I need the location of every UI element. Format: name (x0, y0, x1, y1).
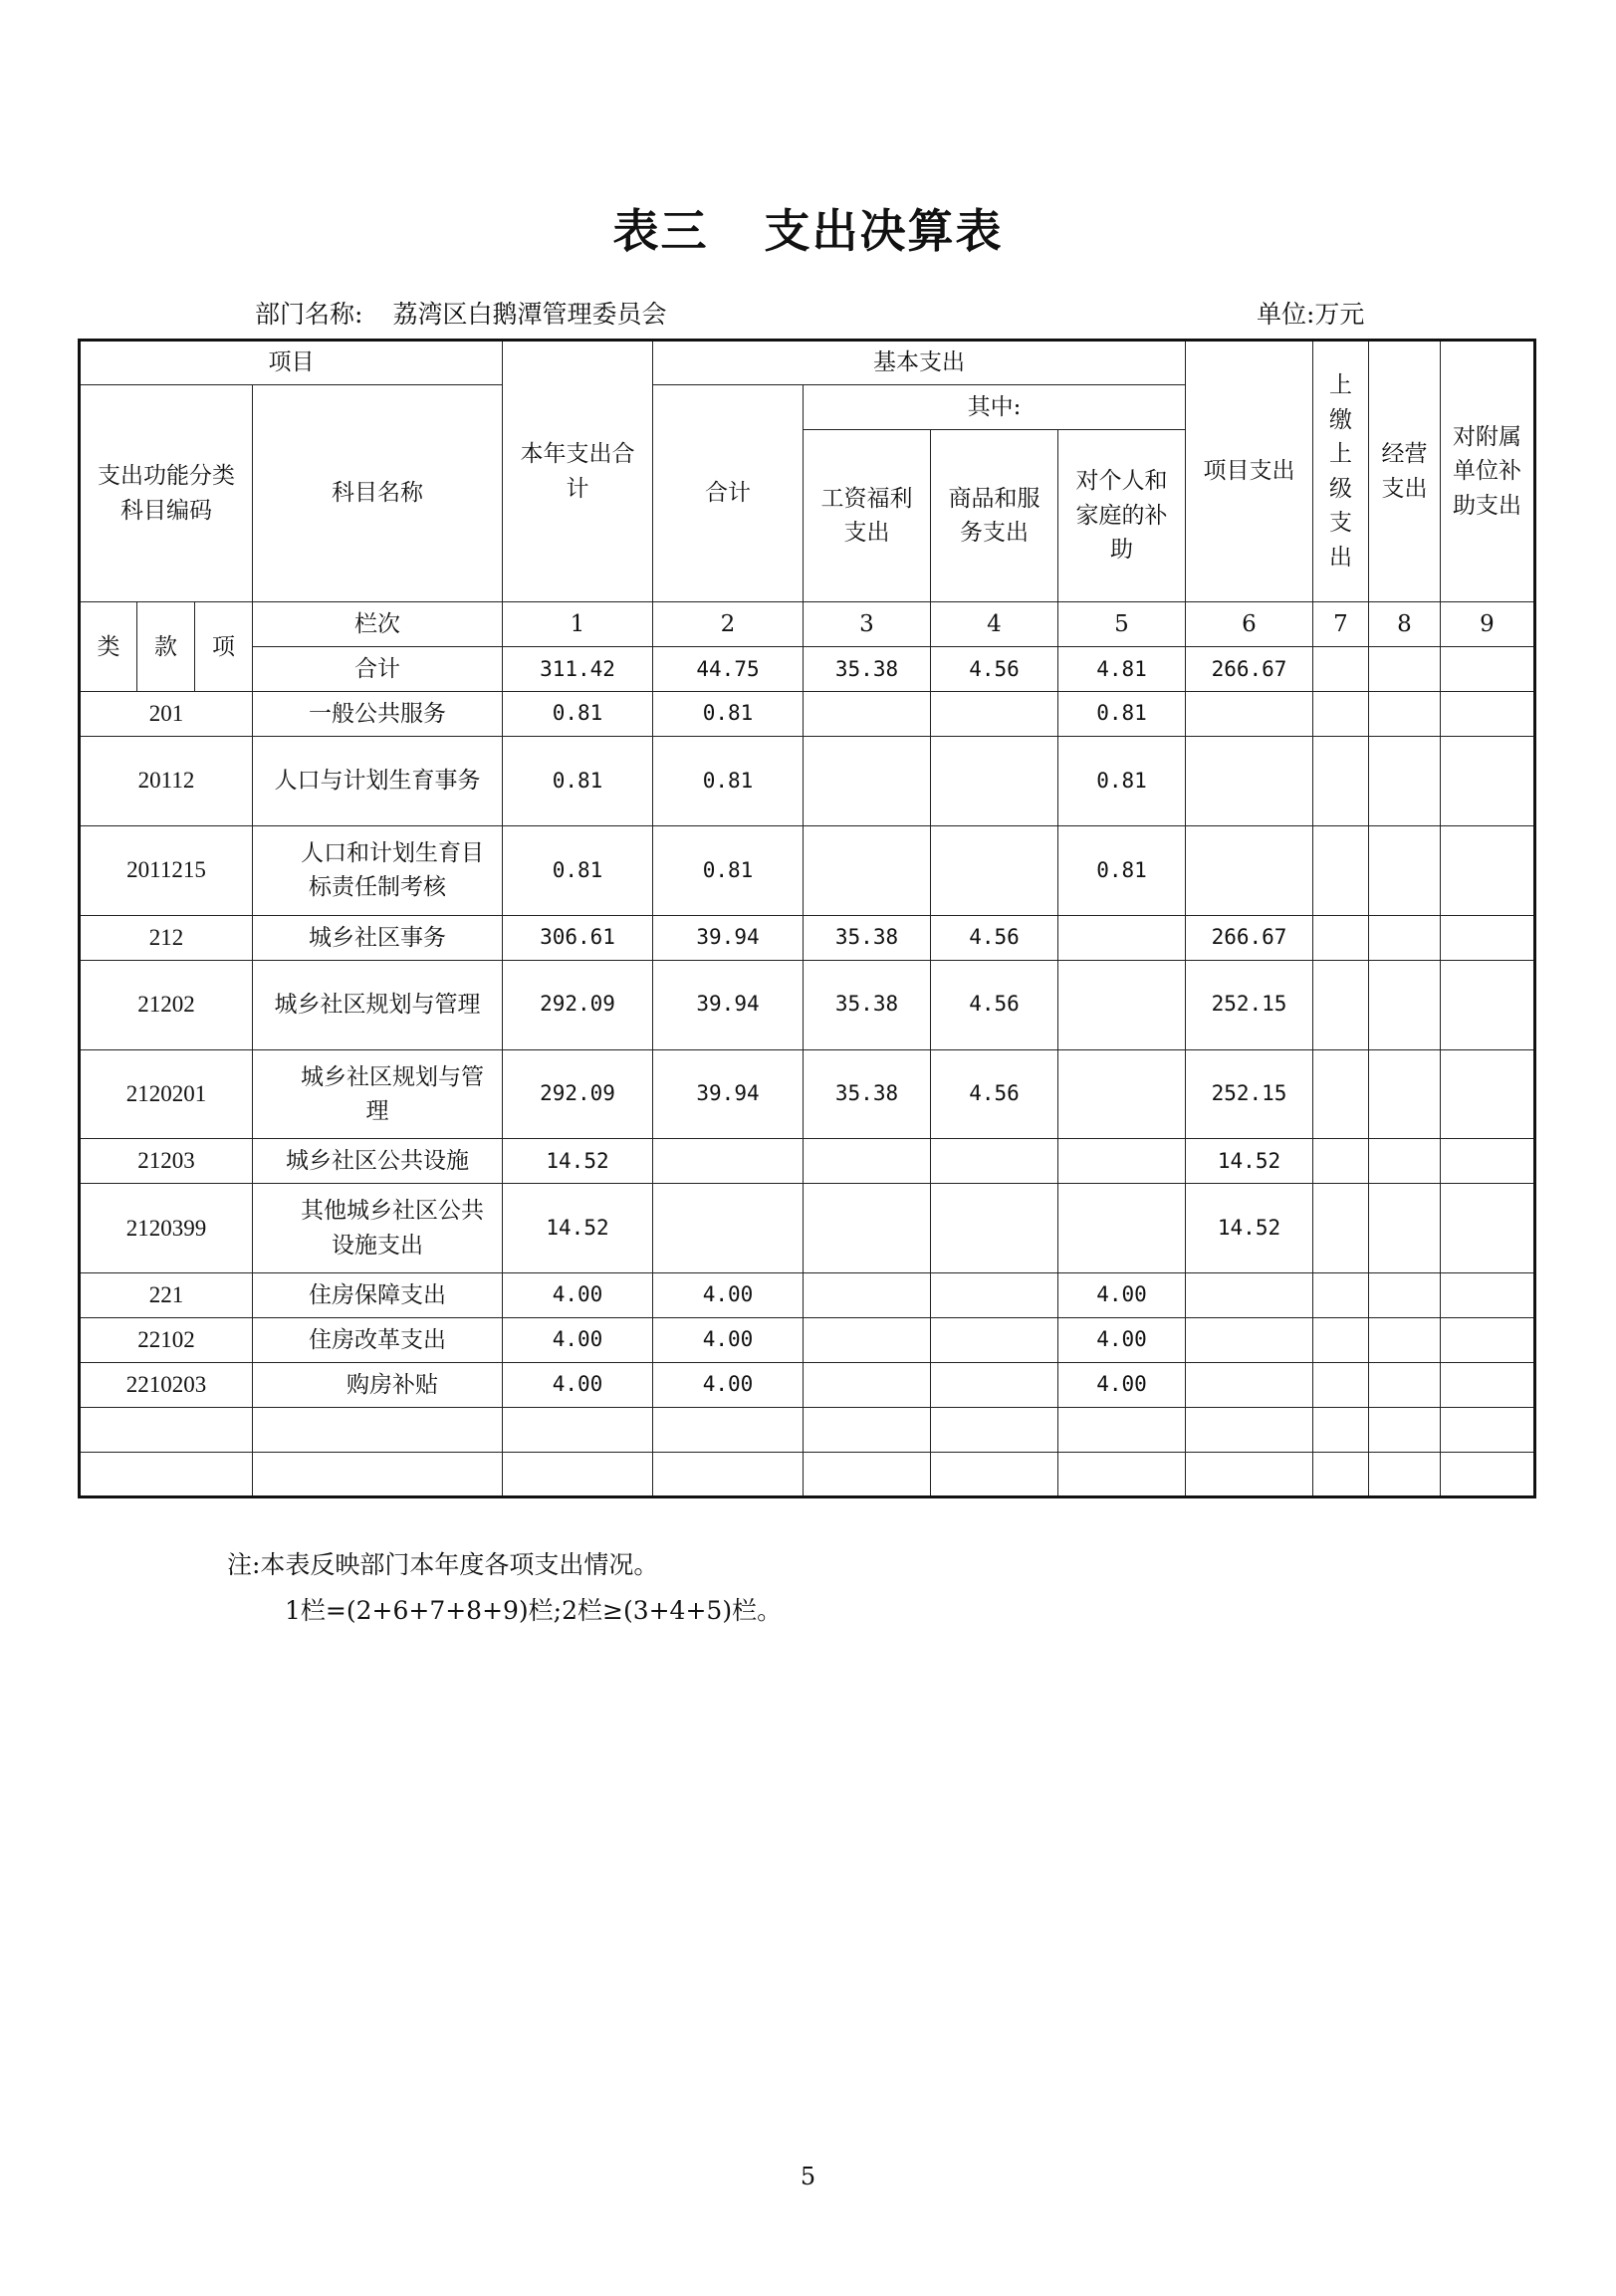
row-value: 35.38 (804, 915, 931, 960)
total-cell (1369, 647, 1441, 692)
row-value (931, 1139, 1058, 1184)
row-value (1313, 1273, 1369, 1318)
row-value (931, 692, 1058, 737)
table-title (0, 195, 1616, 261)
row-name-text: 一般公共服务 (309, 700, 446, 727)
table-row (80, 826, 1535, 916)
row-value: 35.38 (804, 1049, 931, 1139)
department-label: 部门名称: (255, 300, 363, 329)
row-value: 4.00 (503, 1273, 653, 1318)
table-row (80, 1363, 1535, 1408)
row-value (1441, 1049, 1535, 1139)
row-value (1441, 915, 1535, 960)
row-value (1441, 1184, 1535, 1273)
empty-cell (80, 1452, 253, 1496)
row-value: 252.15 (1186, 1049, 1313, 1139)
column-number: 2 (653, 602, 804, 647)
empty-cell (931, 1452, 1058, 1496)
empty-cell (931, 1408, 1058, 1453)
row-value: 0.81 (1058, 737, 1186, 826)
department-value: 荔湾区白鹅潭管理委员会 (392, 300, 667, 329)
row-value (1369, 826, 1441, 916)
column-number: 4 (931, 602, 1058, 647)
empty-cell (1313, 1452, 1369, 1496)
title-part2: 支出决算表 (764, 204, 1004, 258)
header-column-index: 栏次 (253, 602, 503, 647)
row-value (1186, 737, 1313, 826)
row-value: 4.56 (931, 915, 1058, 960)
row-name-text: 住房保障支出 (309, 1281, 446, 1308)
title-part1: 表三 (612, 204, 709, 258)
expenditure-table (78, 339, 1536, 1498)
row-name (253, 1184, 503, 1273)
row-value (1369, 737, 1441, 826)
column-number: 7 (1313, 602, 1369, 647)
header-of-which: 其中: (804, 384, 1186, 429)
row-value: 266.67 (1186, 915, 1313, 960)
table-row (80, 692, 1535, 737)
note-line-2: 1栏=(2+6+7+8+9)栏;2栏≥(3+4+5)栏。 (285, 1596, 783, 1625)
table-row (80, 960, 1535, 1049)
row-value (1441, 1363, 1535, 1408)
row-code: 22102 (80, 1318, 253, 1363)
row-value (1441, 1139, 1535, 1184)
row-value: 306.61 (503, 915, 653, 960)
table-row (80, 1049, 1535, 1139)
empty-cell (503, 1452, 653, 1496)
row-value (1369, 1184, 1441, 1273)
row-value (1058, 915, 1186, 960)
row-code: 21202 (80, 960, 253, 1049)
note-line-1: 注:本表反映部门本年度各项支出情况。 (227, 1550, 659, 1579)
row-value (804, 826, 931, 916)
header-row-1 (80, 341, 1535, 385)
row-name-text: 购房补贴 (346, 1371, 438, 1398)
row-value (931, 737, 1058, 826)
empty-cell (1313, 1408, 1369, 1453)
row-name-text: 人口与计划生育事务 (274, 768, 481, 795)
row-name (253, 737, 503, 826)
row-code: 20112 (80, 737, 253, 826)
empty-cell (653, 1408, 804, 1453)
row-value (804, 1139, 931, 1184)
row-value: 14.52 (1186, 1184, 1313, 1273)
row-name (253, 960, 503, 1049)
row-code: 2120201 (80, 1049, 253, 1139)
row-value (804, 737, 931, 826)
empty-cell (80, 1408, 253, 1453)
header-func-code: 支出功能分类科目编码 (80, 384, 253, 602)
row-value (931, 1318, 1058, 1363)
column-number: 3 (804, 602, 931, 647)
header-goods: 商品和服务支出 (931, 429, 1058, 602)
empty-cell (1369, 1408, 1441, 1453)
row-value (1441, 1318, 1535, 1363)
row-code: 221 (80, 1273, 253, 1318)
row-value: 14.52 (503, 1139, 653, 1184)
header-upper: 上缴上级支出 (1313, 341, 1369, 602)
total-cell: 35.38 (804, 647, 931, 692)
row-name-text: 城乡社区规划与管理 (301, 1063, 484, 1125)
row-name-text: 城乡社区公共设施 (286, 1148, 469, 1175)
row-value: 14.52 (1186, 1139, 1313, 1184)
row-value (804, 1273, 931, 1318)
table-row (80, 915, 1535, 960)
row-value (931, 826, 1058, 916)
row-value (1313, 1184, 1369, 1273)
row-name (253, 915, 503, 960)
header-salary: 工资福利支出 (804, 429, 931, 602)
header-subsidiary: 对附属单位补助支出 (1441, 341, 1535, 602)
empty-cell (1369, 1452, 1441, 1496)
row-value (1313, 1049, 1369, 1139)
row-value (1313, 1318, 1369, 1363)
header-kuan: 款 (137, 602, 195, 692)
row-value (1186, 1363, 1313, 1408)
row-value (1186, 826, 1313, 916)
row-value: 292.09 (503, 1049, 653, 1139)
row-value (1313, 1363, 1369, 1408)
row-value: 4.00 (1058, 1363, 1186, 1408)
row-name-text: 城乡社区规划与管理 (274, 991, 481, 1018)
row-value: 39.94 (653, 1049, 804, 1139)
row-value (1058, 960, 1186, 1049)
row-value (1313, 737, 1369, 826)
header-xiang: 项 (195, 602, 253, 692)
row-value: 4.00 (1058, 1318, 1186, 1363)
table-row (80, 1318, 1535, 1363)
row-code: 2210203 (80, 1363, 253, 1408)
row-value (1058, 1184, 1186, 1273)
empty-row (80, 1452, 1535, 1496)
row-value: 0.81 (653, 737, 804, 826)
row-value (931, 1184, 1058, 1273)
row-value (1369, 1139, 1441, 1184)
row-name (253, 826, 503, 916)
row-value: 0.81 (653, 826, 804, 916)
row-code: 2120399 (80, 1184, 253, 1273)
column-number: 9 (1441, 602, 1535, 647)
empty-row (80, 1408, 1535, 1453)
row-value: 4.00 (1058, 1273, 1186, 1318)
row-value (1186, 1273, 1313, 1318)
row-value (931, 1363, 1058, 1408)
row-value: 4.00 (503, 1363, 653, 1408)
column-number: 8 (1369, 602, 1441, 647)
row-value (653, 1139, 804, 1184)
empty-cell (1058, 1452, 1186, 1496)
empty-cell (1441, 1452, 1535, 1496)
empty-cell (804, 1452, 931, 1496)
empty-cell (1441, 1408, 1535, 1453)
header-operating: 经营支出 (1369, 341, 1441, 602)
header-subject-name: 科目名称 (253, 384, 503, 602)
row-value (931, 1273, 1058, 1318)
row-value (1441, 737, 1535, 826)
row-value: 4.00 (653, 1273, 804, 1318)
row-value (1313, 1139, 1369, 1184)
table-row (80, 1273, 1535, 1318)
total-cell: 311.42 (503, 647, 653, 692)
column-number: 1 (503, 602, 653, 647)
row-value (1186, 692, 1313, 737)
column-index-row (80, 602, 1535, 647)
row-value (1058, 1049, 1186, 1139)
row-value: 4.00 (653, 1318, 804, 1363)
row-value (1369, 1363, 1441, 1408)
header-lei: 类 (80, 602, 137, 692)
row-value: 0.81 (653, 692, 804, 737)
empty-cell (1186, 1408, 1313, 1453)
column-number: 6 (1186, 602, 1313, 647)
row-value (1369, 960, 1441, 1049)
header-annual-total: 本年支出合计 (503, 341, 653, 602)
empty-cell (1186, 1452, 1313, 1496)
empty-cell (653, 1452, 804, 1496)
row-value (1313, 826, 1369, 916)
row-value: 0.81 (503, 692, 653, 737)
row-name (253, 1049, 503, 1139)
row-value (1441, 692, 1535, 737)
header-sum-label: 合计 (253, 647, 503, 692)
row-name (253, 692, 503, 737)
row-name (253, 1363, 503, 1408)
row-value: 0.81 (1058, 826, 1186, 916)
row-name-text: 住房改革支出 (309, 1326, 446, 1353)
row-value (1058, 1139, 1186, 1184)
row-value: 39.94 (653, 915, 804, 960)
row-value (804, 1363, 931, 1408)
total-cell: 4.81 (1058, 647, 1186, 692)
table-row (80, 1139, 1535, 1184)
unit-label: 单位:万元 (1257, 300, 1365, 329)
header-basic-total: 合计 (653, 384, 804, 602)
empty-cell (503, 1408, 653, 1453)
row-value (804, 692, 931, 737)
row-name (253, 1318, 503, 1363)
row-value (1313, 692, 1369, 737)
row-name (253, 1273, 503, 1318)
row-value (1369, 1318, 1441, 1363)
row-value: 4.00 (503, 1318, 653, 1363)
row-value (1441, 1273, 1535, 1318)
empty-cell (1058, 1408, 1186, 1453)
row-value (1369, 692, 1441, 737)
total-cell: 44.75 (653, 647, 804, 692)
row-value (1441, 960, 1535, 1049)
row-value (1441, 826, 1535, 916)
row-value (1186, 1318, 1313, 1363)
header-basic: 基本支出 (653, 341, 1186, 385)
row-name-text: 其他城乡社区公共设施支出 (301, 1198, 484, 1259)
table-row (80, 1184, 1535, 1273)
header-item: 项目 (80, 341, 503, 385)
row-value: 252.15 (1186, 960, 1313, 1049)
row-value: 0.81 (1058, 692, 1186, 737)
row-value: 14.52 (503, 1184, 653, 1273)
department-line (255, 295, 666, 331)
row-value: 292.09 (503, 960, 653, 1049)
total-cell: 4.56 (931, 647, 1058, 692)
page-number: 5 (800, 2163, 816, 2190)
row-value (1369, 1049, 1441, 1139)
row-name-text: 城乡社区事务 (309, 924, 446, 951)
row-code: 2011215 (80, 826, 253, 916)
row-value (804, 1318, 931, 1363)
total-cell (1441, 647, 1535, 692)
row-name (253, 1139, 503, 1184)
empty-cell (253, 1408, 503, 1453)
row-value (1313, 960, 1369, 1049)
table-row (80, 737, 1535, 826)
row-value: 0.81 (503, 826, 653, 916)
header-project: 项目支出 (1186, 341, 1313, 602)
row-value: 39.94 (653, 960, 804, 1049)
row-code: 212 (80, 915, 253, 960)
row-value (1369, 915, 1441, 960)
row-value: 4.56 (931, 1049, 1058, 1139)
total-row (80, 647, 1535, 692)
row-code: 21203 (80, 1139, 253, 1184)
total-cell (1313, 647, 1369, 692)
row-value (1313, 915, 1369, 960)
total-cell: 266.67 (1186, 647, 1313, 692)
empty-cell (804, 1408, 931, 1453)
header-personal: 对个人和家庭的补助 (1058, 429, 1186, 602)
column-number: 5 (1058, 602, 1186, 647)
row-value: 4.56 (931, 960, 1058, 1049)
row-value: 4.00 (653, 1363, 804, 1408)
row-name-text: 人口和计划生育目标责任制考核 (301, 839, 484, 901)
row-value (653, 1184, 804, 1273)
empty-cell (253, 1452, 503, 1496)
row-value: 35.38 (804, 960, 931, 1049)
row-code: 201 (80, 692, 253, 737)
row-value (1369, 1273, 1441, 1318)
row-value (804, 1184, 931, 1273)
row-value: 0.81 (503, 737, 653, 826)
